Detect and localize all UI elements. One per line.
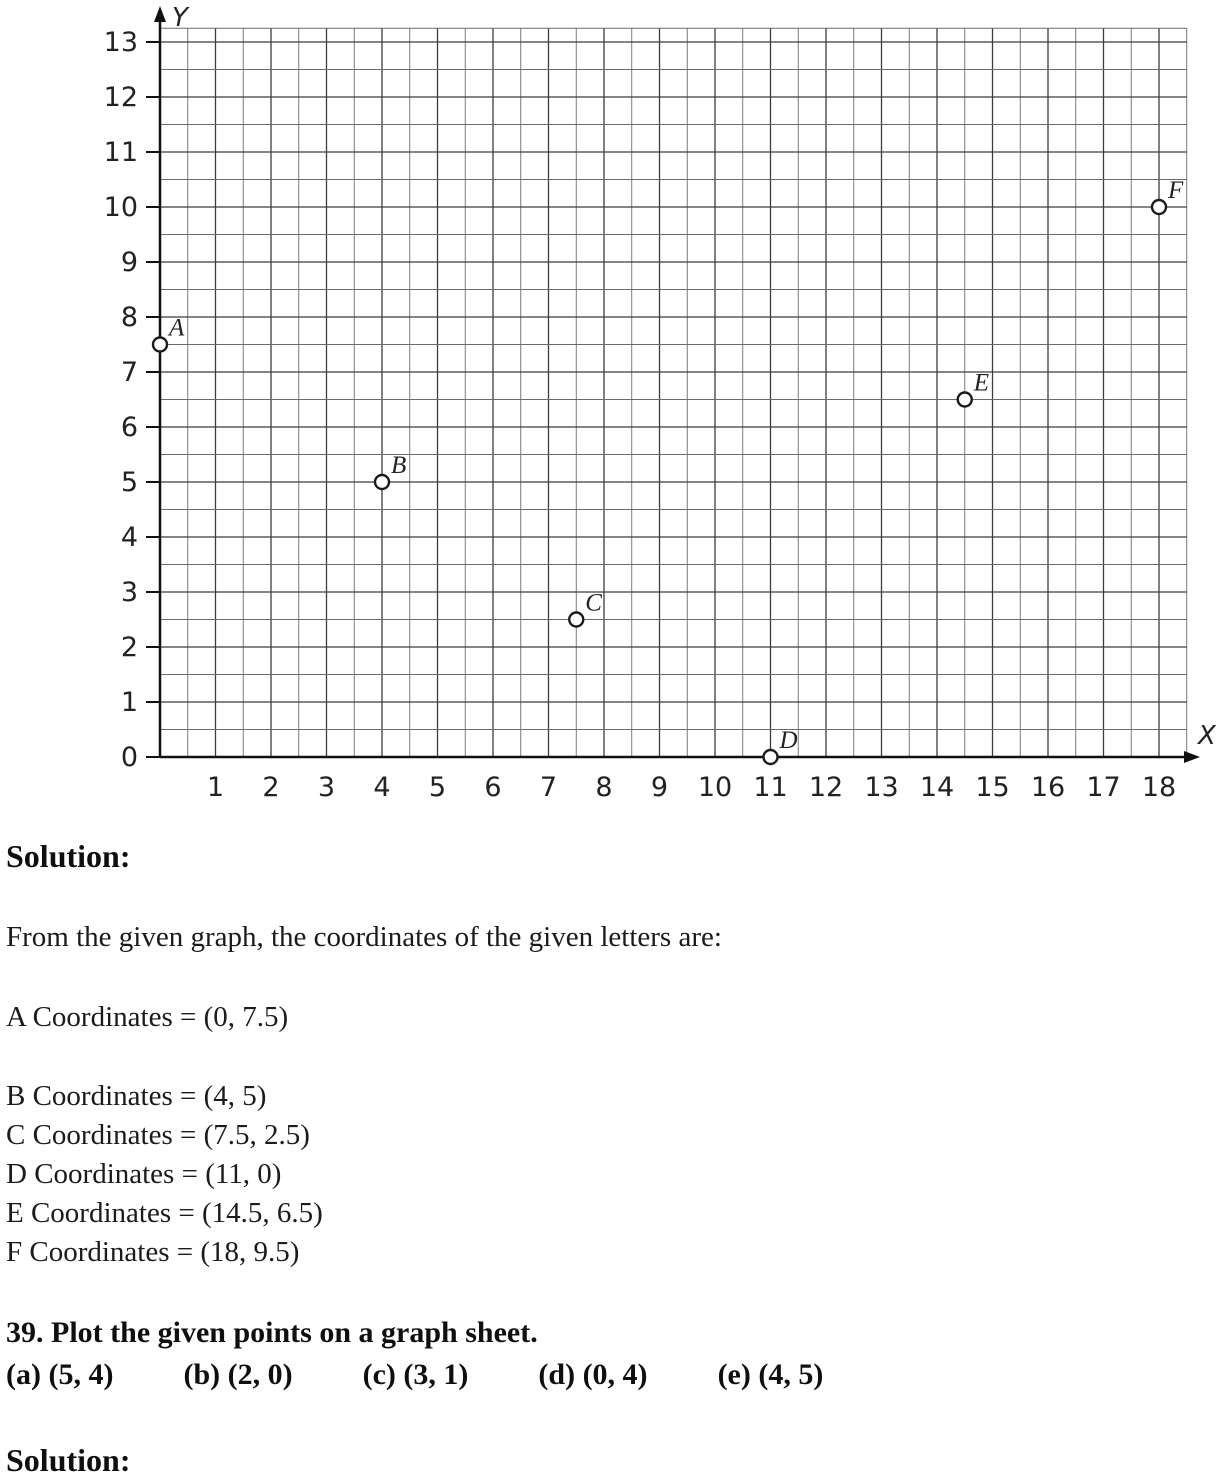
option-a: (a) (5, 4) — [6, 1358, 114, 1391]
y-tick-label: 8 — [120, 302, 138, 333]
coordinate-line-b: B Coordinates = (4, 5) — [6, 1080, 267, 1112]
x-tick-label: 4 — [373, 772, 391, 803]
point-label-D: D — [779, 727, 798, 754]
x-tick-label: 17 — [1086, 772, 1121, 803]
coordinate-line-a: A Coordinates = (0, 7.5) — [6, 1001, 289, 1033]
y-tick-label: 11 — [103, 137, 138, 168]
y-tick-label: 12 — [103, 82, 138, 113]
x-tick-label: 15 — [975, 772, 1010, 803]
y-tick-label: 7 — [120, 357, 138, 388]
x-tick-label: 12 — [808, 772, 844, 803]
point-label-B: B — [391, 452, 407, 479]
coordinate-line-c: C Coordinates = (7.5, 2.5) — [6, 1119, 310, 1151]
x-tick-label: 3 — [317, 772, 336, 803]
x-axis-label: X — [1198, 721, 1216, 751]
x-tick-label: 7 — [539, 772, 558, 803]
option-c: (c) (3, 1) — [362, 1358, 469, 1391]
point-label-C: C — [585, 589, 602, 617]
x-axis-arrow-icon — [1184, 751, 1200, 763]
y-tick-label: 2 — [120, 632, 138, 663]
x-tick-label: 13 — [864, 772, 899, 803]
x-tick-label: 1 — [206, 772, 225, 803]
solution-intro: From the given graph, the coordinates of the given letters are: — [6, 921, 722, 953]
point-E — [958, 393, 972, 407]
x-tick-label: 5 — [428, 772, 447, 803]
coordinate-line-f: F Coordinates = (18, 9.5) — [6, 1236, 300, 1268]
option-d: (d) (0, 4) — [538, 1358, 648, 1391]
point-C — [569, 613, 583, 627]
question-39-heading: 39. Plot the given points on a graph sheet. — [6, 1316, 538, 1349]
y-tick-label: 9 — [120, 247, 138, 278]
x-tick-label: 9 — [650, 772, 669, 803]
x-tick-label: 6 — [484, 772, 502, 803]
x-tick-label: 11 — [753, 772, 788, 803]
y-axis-label: Y — [172, 3, 188, 33]
coordinate-lines-group — [6, 1077, 1218, 1272]
point-A — [153, 338, 167, 352]
solution-text-block — [0, 838, 1218, 1479]
point-D — [764, 750, 778, 764]
point-label-E: E — [973, 369, 990, 397]
x-tick-label: 14 — [919, 772, 955, 803]
option-b: (b) (2, 0) — [183, 1358, 293, 1391]
x-tick-label: 10 — [697, 772, 733, 803]
y-axis-arrow-icon — [154, 6, 166, 22]
coordinate-line-e: E Coordinates = (14.5, 6.5) — [6, 1197, 323, 1229]
point-label-F: F — [1168, 177, 1184, 204]
option-e: (e) (4, 5) — [717, 1358, 824, 1391]
point-label-A: A — [169, 314, 185, 342]
y-tick-label: 6 — [120, 412, 138, 443]
y-tick-label: 3 — [120, 577, 138, 608]
x-tick-label: 2 — [262, 772, 280, 803]
point-F — [1152, 200, 1166, 214]
y-tick-label: 13 — [103, 27, 138, 58]
solution-heading-2: Solution: — [6, 1442, 131, 1478]
solution-heading-1: Solution: — [6, 838, 131, 874]
x-tick-label: 16 — [1030, 772, 1066, 803]
y-tick-label: 10 — [103, 192, 138, 223]
coordinate-line-d: D Coordinates = (11, 0) — [6, 1158, 282, 1190]
y-tick-label: 5 — [120, 467, 138, 498]
point-B — [375, 475, 389, 489]
question-39-options — [6, 1358, 1218, 1392]
x-tick-label: 8 — [595, 772, 613, 803]
y-tick-label: 1 — [120, 687, 138, 718]
x-tick-label: 18 — [1141, 772, 1177, 803]
y-tick-label: 0 — [120, 742, 138, 773]
y-tick-label: 4 — [120, 522, 138, 553]
